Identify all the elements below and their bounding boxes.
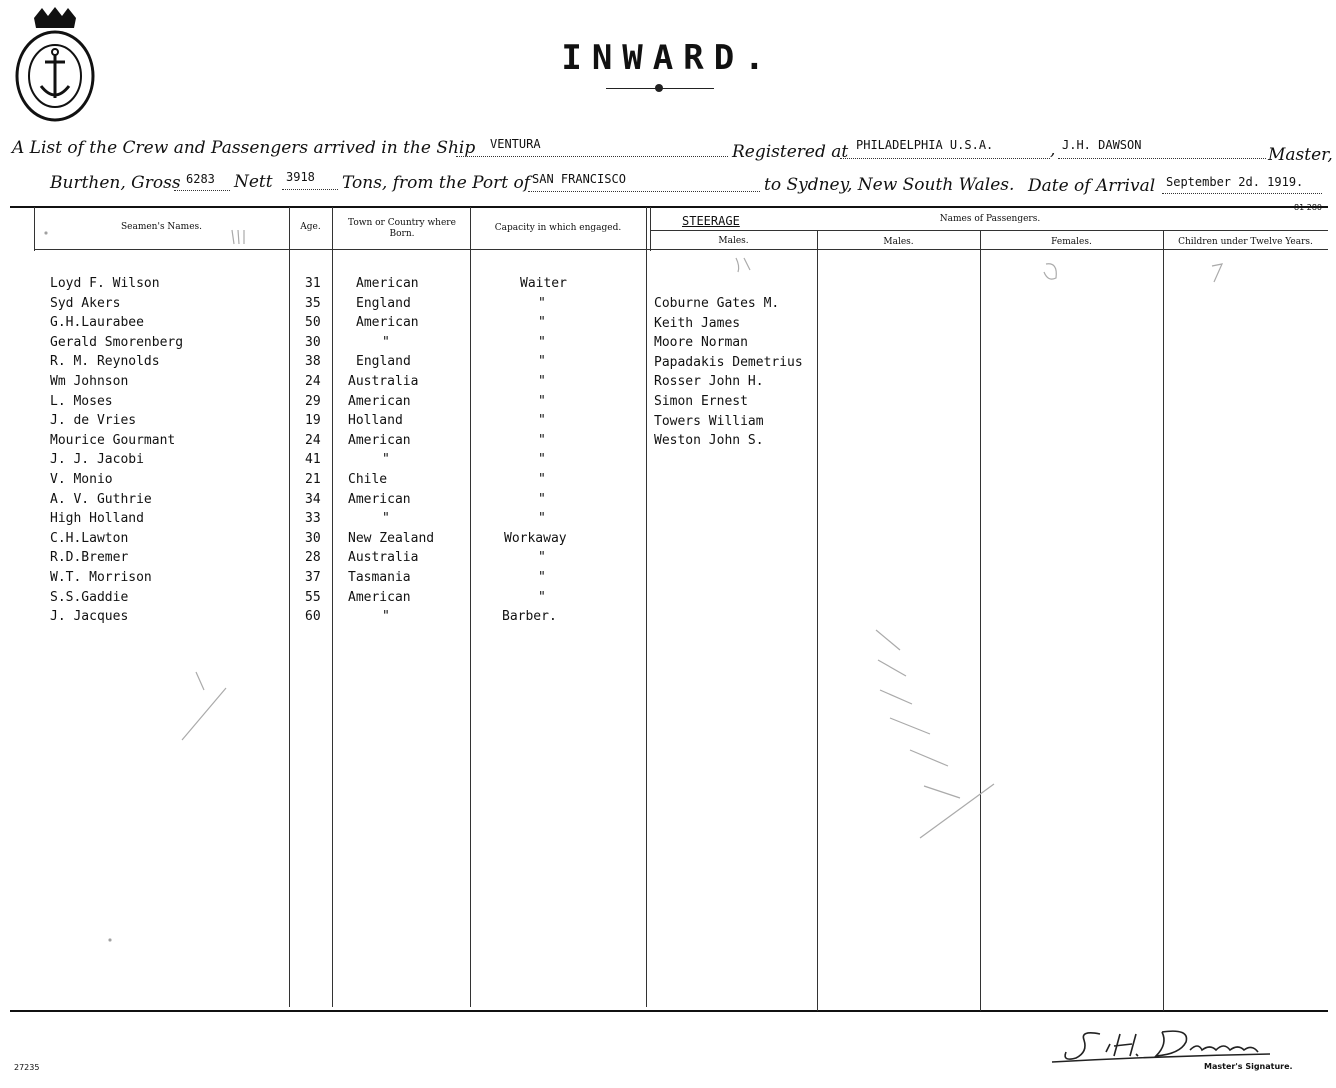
crew-born: American <box>348 432 411 448</box>
crew-capacity: Barber. <box>502 609 557 625</box>
crew-capacity: " <box>538 393 546 409</box>
header-capacity: Capacity in which engaged. <box>494 223 622 233</box>
crew-age: 33 <box>305 511 321 527</box>
table-col-divider <box>817 231 818 1011</box>
header-passenger-names: Names of Passengers. <box>939 214 1041 224</box>
crew-age: 50 <box>305 315 321 331</box>
crew-capacity: " <box>538 491 546 507</box>
crew-born: " <box>382 334 390 350</box>
header-seamen-names: Seamen's Names. <box>120 222 203 232</box>
registered-port: PHILADELPHIA U.S.A. <box>856 138 994 152</box>
crew-born: Australia <box>348 373 419 389</box>
table-top-rule <box>10 206 1328 208</box>
document-title: INWARD. <box>561 38 775 78</box>
nett-field-line <box>282 189 338 190</box>
table-row <box>0 394 646 414</box>
table-row <box>0 276 646 296</box>
crew-name: J. J. Jacobi <box>50 452 144 468</box>
crew-age: 29 <box>305 393 321 409</box>
table-row <box>0 531 646 551</box>
crew-capacity: " <box>538 589 546 605</box>
header-town-born: Town or Country where Born. <box>348 218 456 239</box>
table-row <box>0 609 646 629</box>
crew-capacity: " <box>538 354 546 370</box>
crew-capacity: " <box>538 550 546 566</box>
crew-name: W.T. Morrison <box>50 569 152 585</box>
crew-age: 38 <box>305 354 321 370</box>
table-row <box>0 296 646 316</box>
burthen-label: Burthen, Gross <box>50 173 181 193</box>
list-item: Papadakis Demetrius <box>654 354 803 370</box>
master-field-line <box>1058 158 1266 159</box>
crew-name: Mourice Gourmant <box>50 432 176 448</box>
crew-name: J. de Vries <box>50 413 137 429</box>
table-header-rule <box>34 249 1328 250</box>
crew-age: 35 <box>305 295 321 311</box>
master-name: J.H. DAWSON <box>1062 138 1142 152</box>
crew-born: American <box>356 315 419 331</box>
destination-label: to Sydney, New South Wales. <box>764 175 1015 195</box>
crew-born: New Zealand <box>348 530 435 546</box>
crew-born: " <box>382 452 390 468</box>
table-col-divider <box>980 231 981 1011</box>
table-row <box>0 590 646 610</box>
crew-capacity: " <box>538 452 546 468</box>
crew-name: Syd Akers <box>50 295 121 311</box>
header-females: Females. <box>1051 237 1092 247</box>
crew-capacity: " <box>538 569 546 585</box>
list-item: Rosser John H. <box>654 374 764 390</box>
crew-born: England <box>356 354 411 370</box>
list-item: Towers William <box>654 413 764 429</box>
crew-capacity: " <box>538 471 546 487</box>
crew-age: 21 <box>305 471 321 487</box>
table-row <box>0 433 646 453</box>
header-age: Age. <box>300 222 321 232</box>
crew-born: American <box>348 589 411 605</box>
crew-name: R.D.Bremer <box>50 550 129 566</box>
table-row <box>0 374 646 394</box>
table-row <box>0 335 646 355</box>
gross-field-line <box>174 190 230 191</box>
table-row <box>0 452 646 472</box>
table-bottom-rule <box>10 1010 1328 1012</box>
crew-capacity: " <box>538 373 546 389</box>
tons-port-label: Tons, from the Port of <box>342 173 531 193</box>
nett-tonnage: 3918 <box>286 170 315 184</box>
crew-capacity: " <box>538 432 546 448</box>
crew-born: American <box>348 491 411 507</box>
crew-born: American <box>356 276 419 291</box>
crew-capacity: " <box>538 295 546 311</box>
crew-age: 41 <box>305 452 321 468</box>
date-field-line <box>1162 193 1322 194</box>
crew-age: 37 <box>305 569 321 585</box>
list-item: Moore Norman <box>654 335 748 351</box>
crew-born: Australia <box>348 550 419 566</box>
registered-label: Registered at <box>732 142 849 162</box>
crew-age: 24 <box>305 432 321 448</box>
list-item: Weston John S. <box>654 433 764 449</box>
crew-name: G.H.Laurabee <box>50 315 144 331</box>
table-row <box>0 354 646 374</box>
crew-name: Loyd F. Wilson <box>50 276 160 291</box>
crew-name: S.S.Gaddie <box>50 589 129 605</box>
crew-name: A. V. Guthrie <box>50 491 152 507</box>
crew-capacity: " <box>538 413 546 429</box>
arrival-date: September 2d. 1919. <box>1166 175 1304 189</box>
crew-name: L. Moses <box>50 393 113 409</box>
crew-age: 60 <box>305 609 321 625</box>
crew-name: V. Monio <box>50 471 113 487</box>
crew-name: R. M. Reynolds <box>50 354 160 370</box>
crew-age: 34 <box>305 491 321 507</box>
nett-label: Nett <box>234 172 273 192</box>
ship-list-label: A List of the Crew and Passengers arrived in the Ship <box>12 138 476 158</box>
crew-name: J. Jacques <box>50 609 129 625</box>
table-row <box>0 472 646 492</box>
crew-born: Chile <box>348 471 388 487</box>
table-row <box>0 570 646 590</box>
crew-born: England <box>356 295 411 311</box>
header-males: Males. <box>883 237 914 247</box>
crew-born: " <box>382 511 390 527</box>
table-row <box>0 550 646 570</box>
passenger-subheader-rule <box>650 230 1328 231</box>
crew-born: Holland <box>348 413 403 429</box>
table-col-divider <box>1163 231 1164 1011</box>
crew-born: " <box>382 609 390 625</box>
registered-field-line <box>840 158 1050 159</box>
crew-age: 55 <box>305 589 321 605</box>
crew-name: C.H.Lawton <box>50 530 129 546</box>
master-label: Master, <box>1268 145 1333 165</box>
crew-age: 31 <box>305 276 321 291</box>
crew-capacity: " <box>538 511 546 527</box>
list-item: Simon Ernest <box>654 393 748 409</box>
crew-name: Gerald Smorenberg <box>50 334 184 350</box>
crew-age: 30 <box>305 334 321 350</box>
comma: , <box>1050 140 1056 160</box>
arrival-label: Date of Arrival <box>1028 176 1156 196</box>
header-steerage-males: Males. <box>718 236 749 246</box>
gross-tonnage: 6283 <box>186 172 215 186</box>
signature-label: Master's Signature. <box>1204 1062 1293 1071</box>
crew-name: High Holland <box>50 511 144 527</box>
ship-field-line <box>456 156 728 157</box>
crew-born: Tasmania <box>348 569 411 585</box>
crew-name: Wm Johnson <box>50 373 129 389</box>
crew-born: American <box>348 393 411 409</box>
crew-list <box>0 276 646 629</box>
table-row <box>0 511 646 531</box>
table-row <box>0 413 646 433</box>
header-steerage: STEERAGE <box>682 214 740 228</box>
crew-age: 30 <box>305 530 321 546</box>
crew-age: 19 <box>305 413 321 429</box>
header-children: Children under Twelve Years. <box>1178 237 1313 247</box>
table-col-divider <box>646 207 647 1007</box>
list-item: Coburne Gates M. <box>654 296 780 311</box>
crew-capacity: " <box>538 315 546 331</box>
table-row <box>0 315 646 335</box>
departure-port: SAN FRANCISCO <box>532 172 626 186</box>
crew-capacity: Workaway <box>504 530 567 546</box>
crew-age: 24 <box>305 373 321 389</box>
table-row <box>0 492 646 512</box>
ship-name: VENTURA <box>490 137 541 151</box>
footer-form-number: 27235 <box>14 1063 40 1072</box>
port-field-line <box>528 191 760 192</box>
list-item: Keith James <box>654 315 741 331</box>
title-ornament <box>655 84 663 92</box>
steerage-passenger-list <box>654 296 803 453</box>
crew-capacity: Waiter <box>520 276 567 291</box>
crew-capacity: " <box>538 334 546 350</box>
crew-age: 28 <box>305 550 321 566</box>
